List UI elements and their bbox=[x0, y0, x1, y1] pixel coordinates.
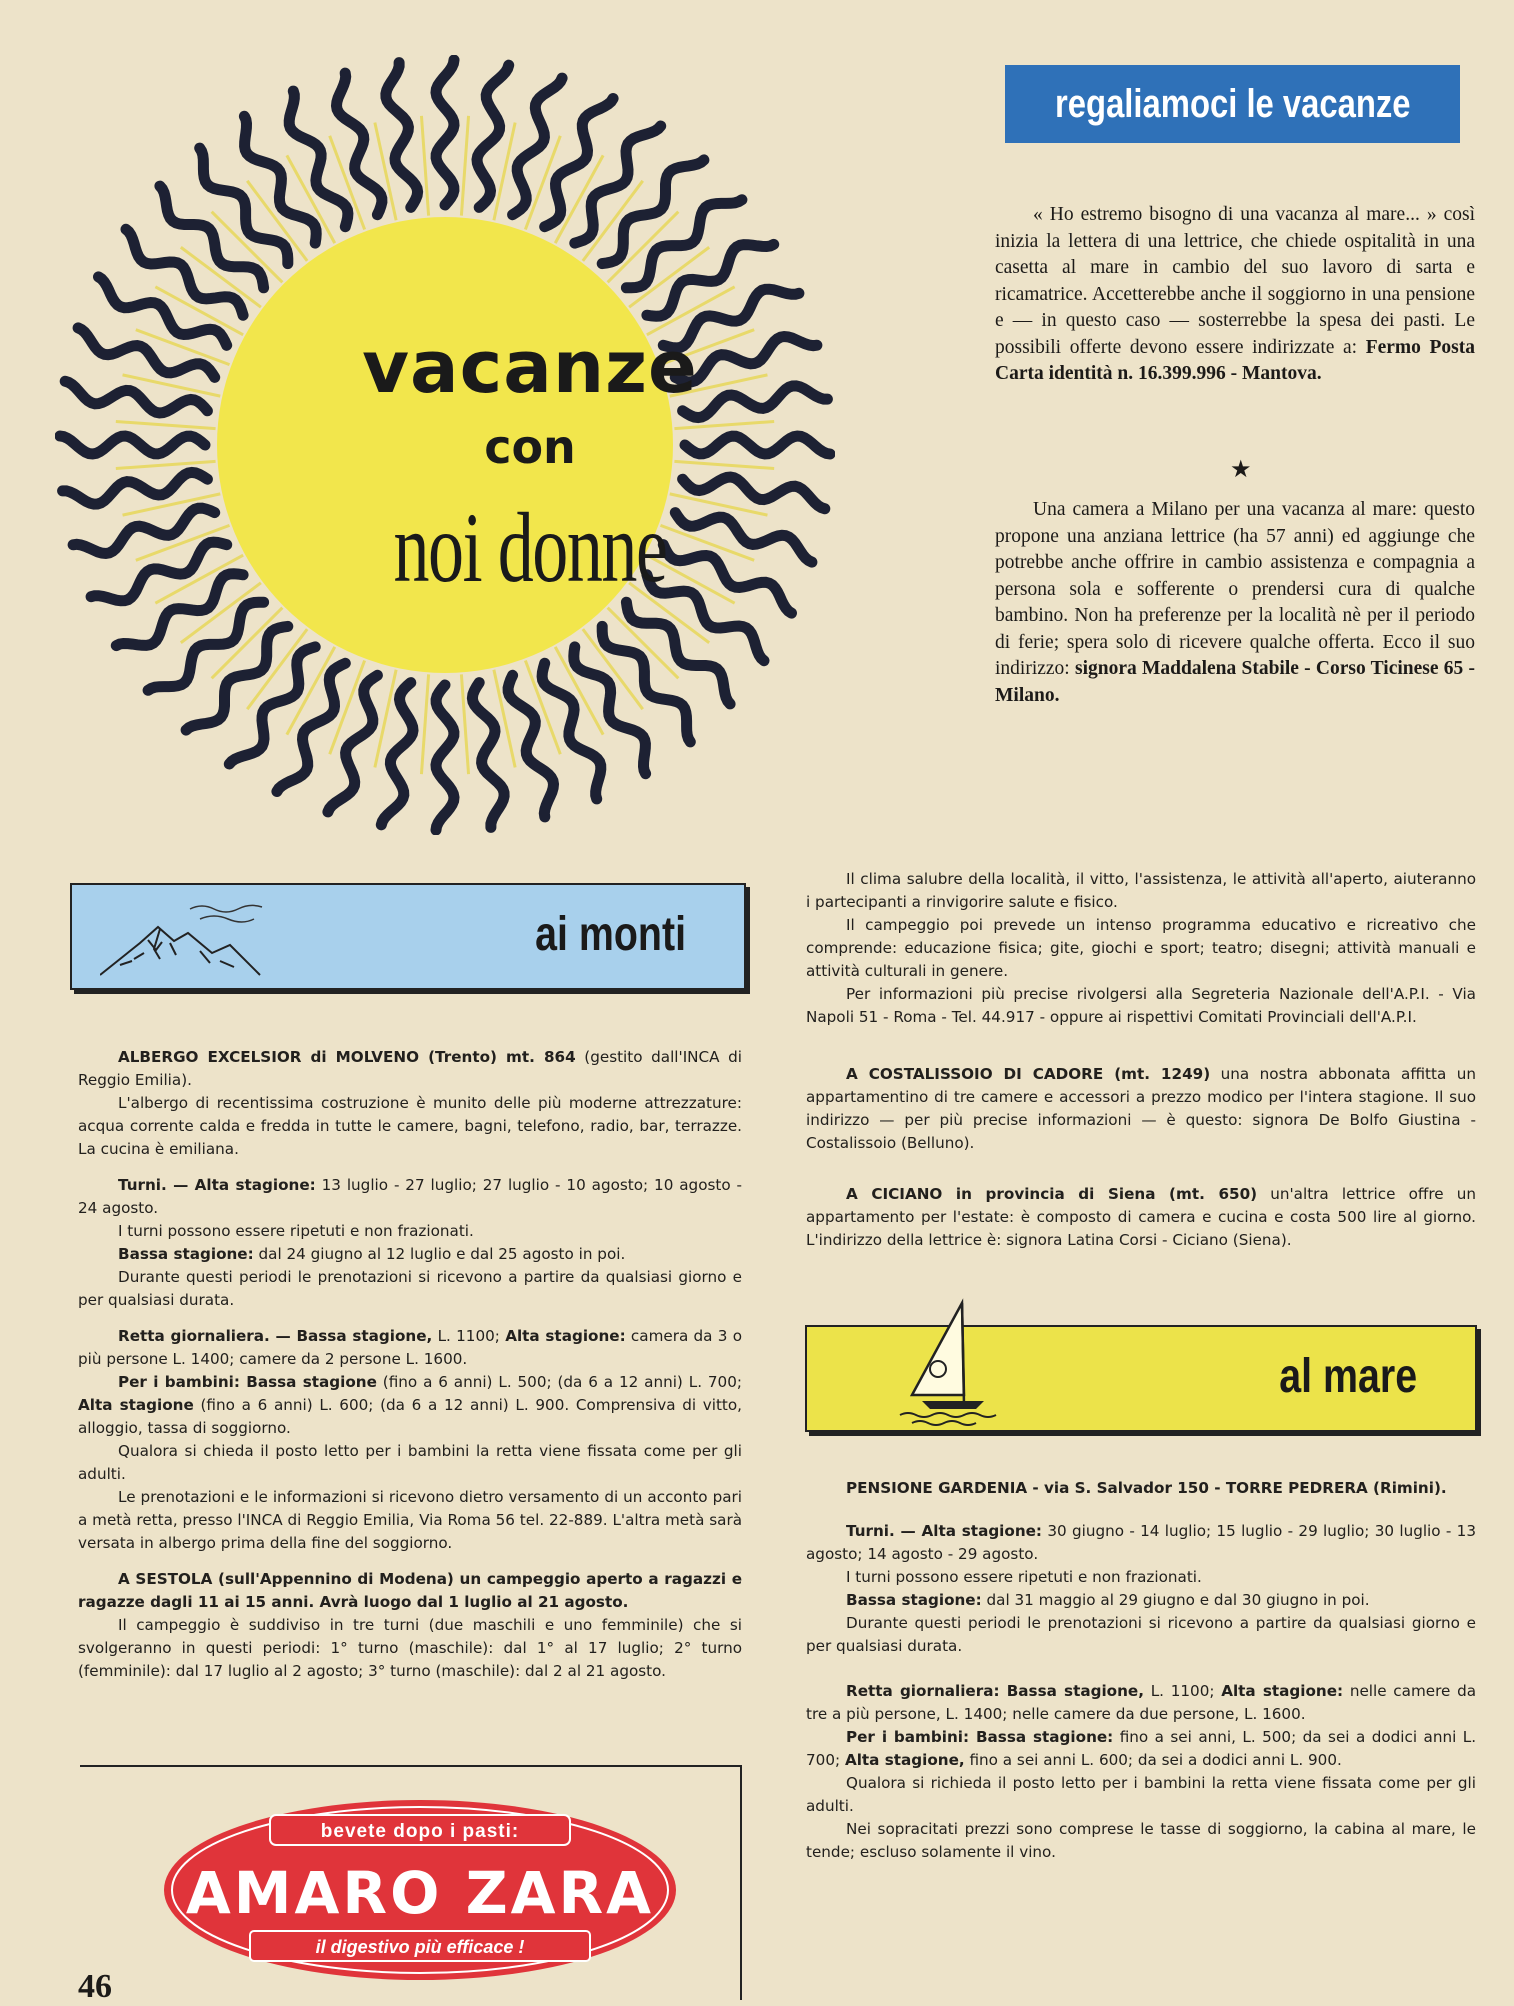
bambini-2: (fino a 6 anni) L. 600; (da 6 a 12 anni) L. 900. Comprensiva di vitto, alloggio, tassa di soggiorno. bbox=[78, 1396, 743, 1437]
mare-bambini-1: fino a sei anni, L. 500; da sei a dodici anni L. 700; bbox=[806, 1728, 1477, 1769]
mare-bambini-label: Per i bambini: Bassa stagione: bbox=[846, 1728, 1114, 1746]
programma-text: Il campeggio poi prevede un intenso programma educativo e ricreativo che comprende: educazione fisica; gite, giochi e sport; teatro; disegni; attività manuali e attività culturali in genere. bbox=[806, 916, 1476, 980]
mare-text bbox=[806, 1477, 1476, 1864]
bassa-label: Bassa stagione: bbox=[118, 1245, 254, 1263]
sun-title-vacanze: vacanze bbox=[362, 325, 698, 409]
retta-label: Retta giornaliera. — Bassa stagione, bbox=[118, 1327, 433, 1345]
mare-turni-note: I turni possono essere ripetuti e non frazionati. bbox=[846, 1568, 1202, 1586]
banner-label-ai-monti bbox=[502, 907, 686, 962]
sun-wavy-ray bbox=[63, 472, 208, 504]
sun-wavy-ray bbox=[436, 60, 454, 205]
sailboat-icon bbox=[892, 1297, 1002, 1427]
bambini-label: Per i bambini: Bassa stagione bbox=[118, 1373, 377, 1391]
retta-alta-label: Alta stagione: bbox=[505, 1327, 626, 1345]
sestola-title: A SESTOLA (sull'Appennino di Modena) un campeggio aperto a ragazzi e ragazze dagli 11 ai 15 anni. Avrà luogo dal 1 luglio al 21 agosto. bbox=[78, 1570, 742, 1611]
sun-thin-ray bbox=[116, 421, 216, 428]
sun-wavy-ray bbox=[663, 545, 791, 613]
sun-wavy-ray bbox=[472, 683, 504, 828]
hotel-title: ALBERGO EXCELSIOR di MOLVENO (Trento) mt. 864 bbox=[118, 1048, 576, 1066]
mare-bambini-alta-label: Alta stagione, bbox=[844, 1751, 965, 1769]
headline-text: regaliamoci le vacanze bbox=[1054, 81, 1411, 126]
letter-block-2 bbox=[995, 497, 1475, 709]
mare-turni-label: Turni. — Alta stagione: bbox=[846, 1522, 1043, 1540]
sun-thin-ray bbox=[674, 421, 774, 428]
mare-retta-1: L. 1100; bbox=[1150, 1682, 1215, 1700]
headline-regaliamoci bbox=[1005, 65, 1460, 143]
amaro-zara-ad bbox=[160, 1795, 680, 1985]
ciciano-text: un'altra lettrice offre un appartamento per l'estate: è composto di camera e cucina e costa 500 lire al giorno. L'indirizzo della lettrice è: signora Latina Corsi - Ciciano (Siena). bbox=[806, 1185, 1477, 1249]
retta-2: camera da 3 o più persone L. 1400; camere da 2 persone L. 1600. bbox=[78, 1327, 743, 1368]
sun-thin-ray bbox=[421, 674, 428, 774]
mountain-icon bbox=[100, 895, 300, 980]
sun-wavy-ray bbox=[277, 663, 345, 791]
banner-label-al-mare bbox=[1249, 1349, 1417, 1404]
letter-1-text: « Ho estremo bisogno di una vacanza al mare... » così inizia la lettera di una lettrice, che chiede ospitalità in una casetta al mare in cambio del suo lavoro di sarta e ricamatrice. Accetterebbe anche il soggiorno in una pensione e — in questo caso — sosterrebbe la spesa dei pasti. Le possibili offerte devono essere indirizzate a: bbox=[995, 204, 1475, 358]
letter-block-1 bbox=[995, 202, 1475, 388]
costalissoio-text: una nostra abbonata affitta un appartamentino di tre camere e accessori a prezzo modico per l'intera stagione. Il suo indirizzo — per più precise informazioni — è questo: signora De Bolfo Giustina - Costalissoio (Belluno). bbox=[806, 1065, 1476, 1152]
bambini-alta-label: Alta stagione bbox=[78, 1396, 194, 1414]
costalissoio-title: A COSTALISSOIO DI CADORE (mt. 1249) bbox=[846, 1065, 1211, 1083]
letter-2-address: signora Maddalena Stabile - Corso Ticinese 65 - Milano. bbox=[995, 658, 1475, 706]
sun-wavy-ray bbox=[337, 73, 382, 215]
sun-wavy-ray bbox=[60, 436, 205, 454]
sun-wavy-ray bbox=[545, 99, 613, 227]
costalissoio-block bbox=[806, 1063, 1476, 1155]
informazioni-text: Per informazioni più precise rivolgersi alla Segreteria Nazionale dell'A.P.I. - Via Napoli 51 - Roma - Tel. 44.917 - oppure ai rispettivi Comitati Provinciali dell'A.P.I. bbox=[806, 985, 1476, 1026]
mare-retta-alta-label: Alta stagione: bbox=[1221, 1682, 1344, 1700]
sun-thin-ray bbox=[421, 116, 428, 216]
pensione-title: PENSIONE GARDENIA - via S. Salvador 150 - TORRE PEDRERA (Rimini). bbox=[846, 1479, 1447, 1497]
mare-retta-2: nelle camere da tre a più persone, L. 1400; nelle camere da due persone, L. 1600. bbox=[806, 1682, 1477, 1723]
turni-note: I turni possono essere ripetuti e non frazionati. bbox=[118, 1222, 474, 1240]
sun-wavy-ray bbox=[477, 65, 509, 207]
banner-al-mare bbox=[805, 1325, 1477, 1432]
ciciano-block bbox=[806, 1183, 1476, 1252]
bambini-1: (fino a 6 anni) L. 500; (da 6 a 12 anni) L. 700; bbox=[382, 1373, 742, 1391]
separator-star: ★ bbox=[1230, 456, 1252, 483]
ciciano-title: A CICIANO in provincia di Siena (mt. 650) bbox=[846, 1185, 1258, 1203]
mare-bassa-label: Bassa stagione: bbox=[846, 1591, 982, 1609]
hotel-title-rest: (gestito dall'INCA di Reggio Emilia). bbox=[78, 1048, 742, 1089]
sun-title-con: con bbox=[484, 420, 576, 474]
al-mare-text: al mare bbox=[1279, 1350, 1417, 1403]
clima-text: Il clima salubre della località, il vitto, l'assistenza, le attività all'aperto, aiuteranno i partecipanti a rinvigorire salute e fisico. bbox=[806, 870, 1476, 911]
sun-wavy-ray bbox=[436, 685, 454, 830]
ad-frame-top bbox=[80, 1765, 740, 1767]
sun-wavy-ray bbox=[685, 436, 830, 454]
mare-prenotazioni-note: Durante questi periodi le prenotazioni si ricevono a partire da qualsiasi giorno e per qualsiasi durata. bbox=[806, 1614, 1476, 1655]
sun-wavy-ray bbox=[381, 683, 413, 825]
monti-text bbox=[78, 1046, 742, 1683]
mare-tasse-note: Nei sopracitati prezzi sono comprese le tasse di soggiorno, la cabina al mare, le tende; escluso solamente il vino. bbox=[806, 1820, 1476, 1861]
letter-2-text: Una camera a Milano per una vacanza al mare: questo propone una anziana lettrice (ha 57 anni) ed aggiunge che potrebbe anche offrire in cambio assistenza e compagnia a persona sola e sofferente o prendersi cura di qualche bambino. Non ha preferenze per la località nè per il periodo di ferie; spera solo di ricevere qualche offerta. Ecco il suo indirizzo: bbox=[995, 499, 1475, 679]
mare-turni-dates: 30 giugno - 14 luglio; 15 luglio - 29 luglio; 30 luglio - 13 agosto; 14 agosto - 29 agosto. bbox=[806, 1522, 1476, 1563]
sun-thin-ray bbox=[461, 674, 468, 774]
sun-wavy-ray bbox=[683, 477, 825, 509]
sun-thin-ray bbox=[461, 116, 468, 216]
mare-bambini-2: fino a sei anni L. 600; da sei a dodici anni L. 900. bbox=[969, 1751, 1342, 1769]
hotel-description: L'albergo di recentissima costruzione è munito delle più moderne attrezzature: acqua corrente calda e fredda in tutte le camere, bagni, telefono, radio, bar, terrazze. La cucina è emiliana. bbox=[78, 1094, 742, 1158]
mare-retta-label: Retta giornaliera: Bassa stagione, bbox=[846, 1682, 1144, 1700]
turni-dates: 13 luglio - 27 luglio; 27 luglio - 10 agosto; 10 agosto - 24 agosto. bbox=[78, 1176, 743, 1217]
turni-label: Turni. — Alta stagione: bbox=[118, 1176, 316, 1194]
ai-monti-text: ai monti bbox=[535, 908, 686, 961]
banner-ai-monti bbox=[70, 883, 746, 990]
ad-brand-text: AMARO ZARA bbox=[185, 1859, 655, 1927]
mare-bassa-dates: dal 31 maggio al 29 giugno e dal 30 giugno in poi. bbox=[986, 1591, 1370, 1609]
sestola-text: Il campeggio è suddiviso in tre turni (due maschili e uno femminile) che si svolgeranno in questi periodi: 1° turno (maschile): dal 1° al 17 luglio; 2° turno (femminile): dal 17 luglio al 2 agosto; 3° turno (maschile): dal 2 al 21 agosto. bbox=[78, 1616, 742, 1680]
sun-thin-ray bbox=[674, 461, 774, 468]
prenotazioni-note: Durante questi periodi le prenotazioni si ricevono a partire da qualsiasi giorno e per qualsiasi durata. bbox=[78, 1268, 742, 1309]
retta-1: L. 1100; bbox=[437, 1327, 500, 1345]
ad-bottom-text: il digestivo più efficace ! bbox=[315, 1937, 525, 1957]
ad-top-text: bevete dopo i pasti: bbox=[320, 1821, 520, 1842]
bassa-dates: dal 24 giugno al 12 luglio e dal 25 agosto in poi. bbox=[258, 1245, 626, 1263]
posto-letto-note: Qualora si chieda il posto letto per i bambini la retta viene fissata come per gli adulti. bbox=[78, 1442, 742, 1483]
sun-wavy-ray bbox=[386, 63, 418, 208]
mare-posto-letto-note: Qualora si richieda il posto letto per i bambini la retta viene fissata come per gli adulti. bbox=[806, 1774, 1476, 1815]
page-number: 46 bbox=[78, 1968, 112, 2005]
campeggio-text bbox=[806, 868, 1476, 1029]
sun-wavy-ray bbox=[99, 277, 227, 345]
sun-wavy-ray bbox=[508, 675, 553, 817]
prenotazioni-inca: Le prenotazioni e le informazioni si ricevono dietro versamento di un acconto pari a metà retta, presso l'INCA di Reggio Emilia, Via Roma 56 tel. 22-889. L'altra metà sarà versata in albergo prima della fine del soggiorno. bbox=[78, 1488, 742, 1552]
sun-title-noi-donne: noi donne bbox=[393, 492, 667, 603]
ad-frame-right bbox=[740, 1765, 742, 2000]
sun-wavy-ray bbox=[73, 508, 215, 553]
letter-1-address: Fermo Posta Carta identità n. 16.399.996 - Mantova. bbox=[995, 336, 1476, 384]
sun-thin-ray bbox=[116, 461, 216, 468]
sun-wavy-ray bbox=[65, 381, 207, 413]
